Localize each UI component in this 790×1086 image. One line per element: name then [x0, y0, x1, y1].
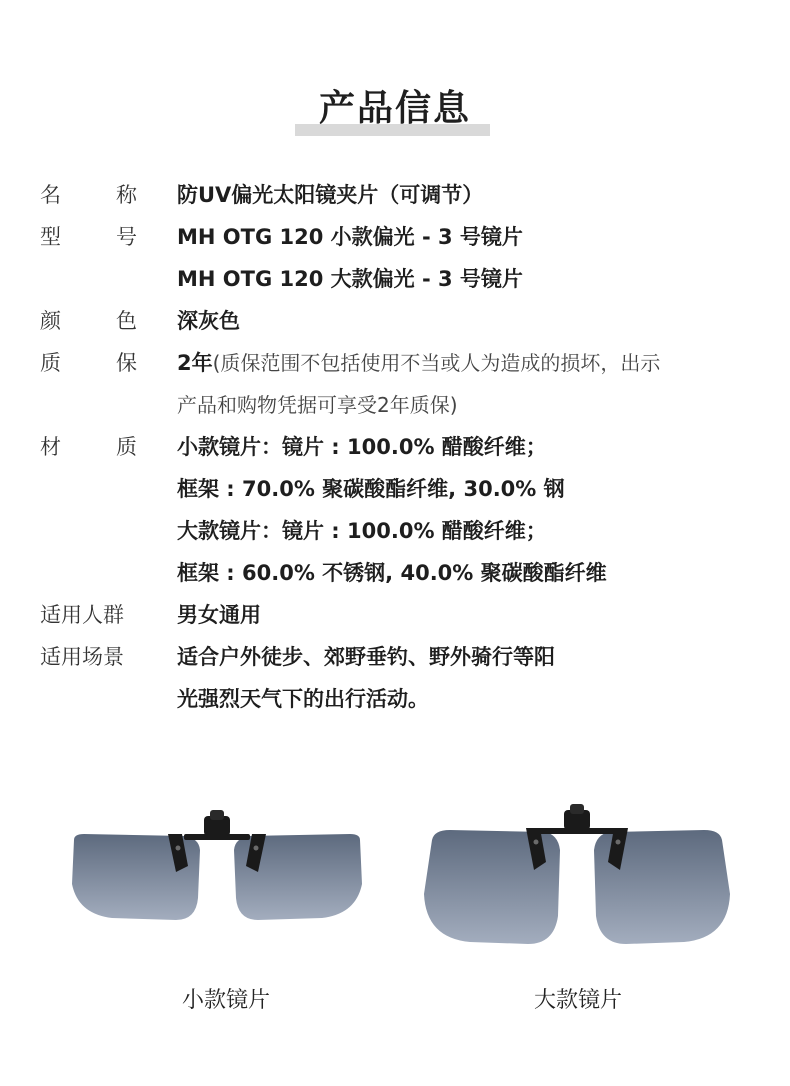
large-lens-image: [420, 804, 734, 950]
spec-value: 小款镜片：镜片 : 100.0% 醋酸纤维； 框架 : 70.0% 聚碳酸酯纤维, 30.0% 钢 大款镜片：镜片 : 100.0% 醋酸纤维； 框架 : 60.0% 不锈钢, 40.0% 聚碳酸酯纤维: [177, 435, 607, 585]
spec-row-material: [40, 426, 760, 594]
warranty-note: 产品和购物凭据可享受2年质保): [177, 393, 458, 417]
spec-row-name: [40, 174, 760, 216]
spec-value: 深灰色: [177, 309, 240, 333]
spec-label: 材 质: [40, 435, 137, 459]
spec-value: 男女通用: [177, 603, 261, 627]
spec-label: 名 称: [40, 183, 137, 207]
small-clip-sunglasses-icon: [64, 808, 370, 928]
spec-row-audience: [40, 594, 760, 636]
spec-list: [40, 174, 760, 720]
large-clip-sunglasses-icon: [420, 804, 734, 950]
spec-value: MH OTG 120 小款偏光 - 3 号镜片 MH OTG 120 大款偏光 - 3 号镜片: [177, 225, 523, 291]
spec-row-color: [40, 300, 760, 342]
title-section: [0, 84, 790, 138]
small-lens-caption: 小款镜片: [181, 988, 270, 1013]
spec-value: [177, 342, 660, 426]
spec-row-warranty: [40, 342, 760, 426]
spec-row-scenario: [40, 636, 760, 720]
spec-value: 防UV偏光太阳镜夹片（可调节）: [177, 183, 484, 207]
spec-label: 质 保: [40, 351, 137, 375]
spec-label: 型 号: [40, 225, 137, 249]
spec-label: 颜 色: [40, 309, 137, 333]
large-lens-caption: 大款镜片: [533, 988, 622, 1013]
spec-label: 适用人群: [40, 603, 124, 627]
small-lens-image: [64, 808, 370, 928]
warranty-note: (质保范围不包括使用不当或人为造成的损坏，出示: [212, 351, 661, 375]
spec-row-model: [40, 216, 760, 300]
spec-label: 适用场景: [40, 645, 124, 669]
page-title: 产品信息: [318, 88, 471, 129]
warranty-period: 2年: [177, 351, 213, 375]
spec-value: 适合户外徒步、郊野垂钓、野外骑行等阳 光强烈天气下的出行活动。: [177, 645, 555, 711]
